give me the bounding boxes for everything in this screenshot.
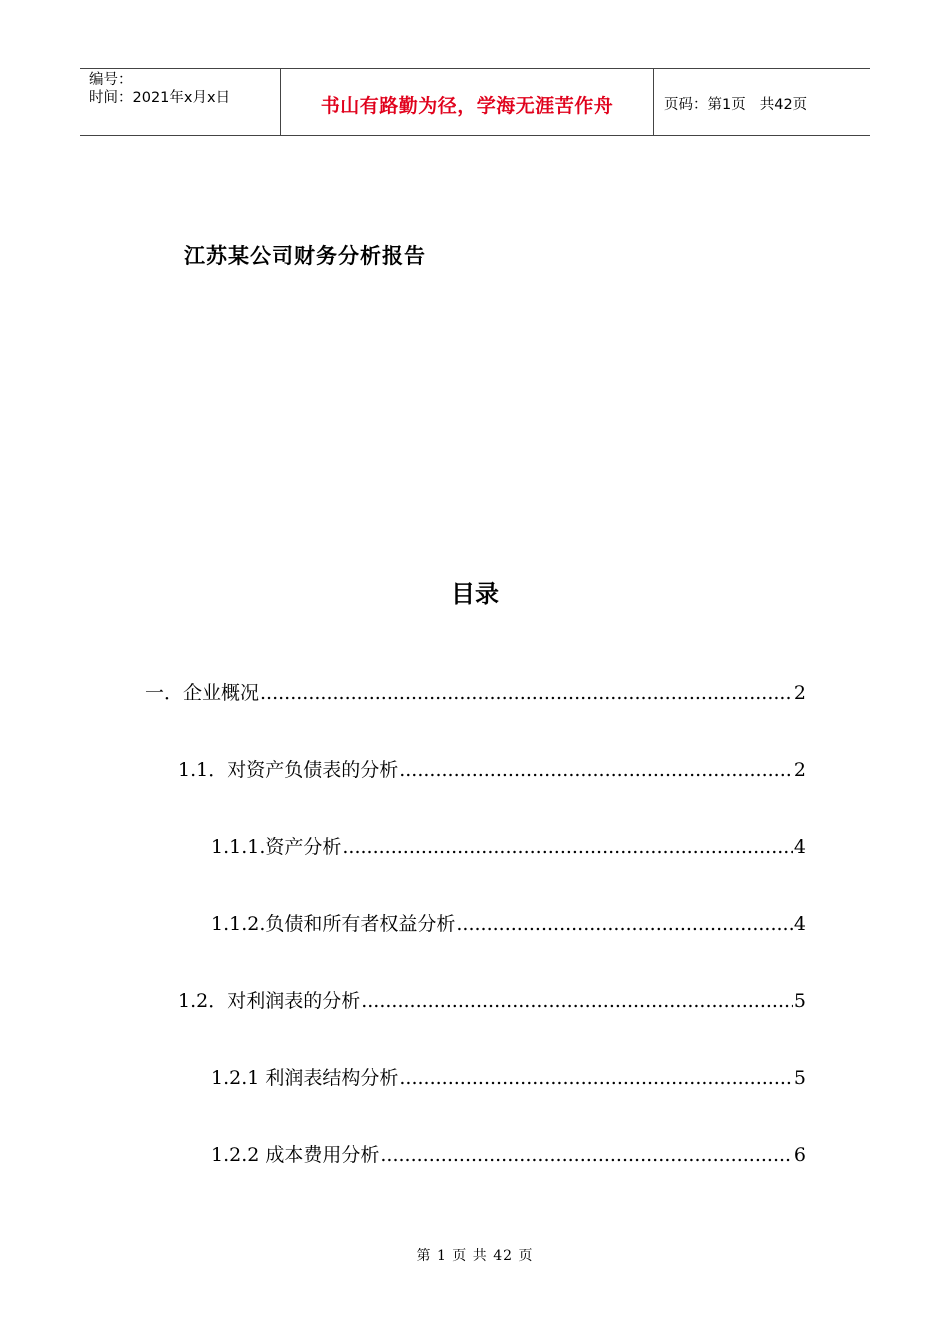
toc-leader-dots (399, 757, 793, 783)
toc-entry-label: 1.2.1 利润表结构分析 (211, 1067, 399, 1089)
toc-entry-label: 1.1.2.负债和所有者权益分析 (211, 913, 456, 935)
header-page-number: 页码：第1页 (664, 96, 746, 113)
toc-entry-label: 1.1．对资产负债表的分析 (178, 759, 399, 781)
toc-entry-label: 一．企业概况 (145, 682, 260, 704)
toc-entry[interactable] (178, 757, 806, 783)
page-footer: 第 1 页 共 42 页 (416, 1248, 534, 1264)
toc-entry[interactable] (211, 1142, 806, 1168)
toc-entry-label: 1.2．对利润表的分析 (178, 990, 361, 1012)
document-title: 江苏某公司财务分析报告 (184, 244, 426, 268)
serial-number-label: 编号： (89, 72, 133, 88)
toc-leader-dots (456, 911, 793, 937)
toc-entry-page: 6 (793, 1144, 806, 1166)
toc-entry-page: 4 (793, 913, 806, 935)
toc-entry-page: 2 (793, 682, 806, 704)
toc-entry[interactable] (211, 1065, 806, 1091)
toc-entry[interactable] (178, 988, 806, 1014)
header-total-pages: 共42页 (759, 96, 808, 113)
toc-entry-page: 2 (793, 759, 806, 781)
header-motto: 书山有路勤为径，学海无涯苦作舟 (320, 94, 614, 117)
toc-entry[interactable] (211, 911, 806, 937)
toc-entry-page: 5 (793, 990, 806, 1012)
toc-entry[interactable] (145, 680, 806, 706)
toc-leader-dots (260, 680, 793, 706)
toc-entry-page: 4 (793, 836, 806, 858)
toc-title: 目录 (451, 580, 499, 608)
toc-entry-label: 1.2.2 成本费用分析 (211, 1144, 380, 1166)
date-label: 时间：2021年x月x日 (89, 90, 231, 106)
header-motto-cell (281, 69, 654, 135)
toc-leader-dots (342, 834, 793, 860)
toc-entry[interactable] (211, 834, 806, 860)
toc-leader-dots (399, 1065, 793, 1091)
toc-leader-dots (361, 988, 793, 1014)
toc-entry-label: 1.1.1.资产分析 (211, 836, 342, 858)
page-header (80, 68, 870, 136)
toc-leader-dots (380, 1142, 793, 1168)
header-page-info (654, 69, 870, 135)
toc-entry-page: 5 (793, 1067, 806, 1089)
header-meta (80, 69, 281, 135)
